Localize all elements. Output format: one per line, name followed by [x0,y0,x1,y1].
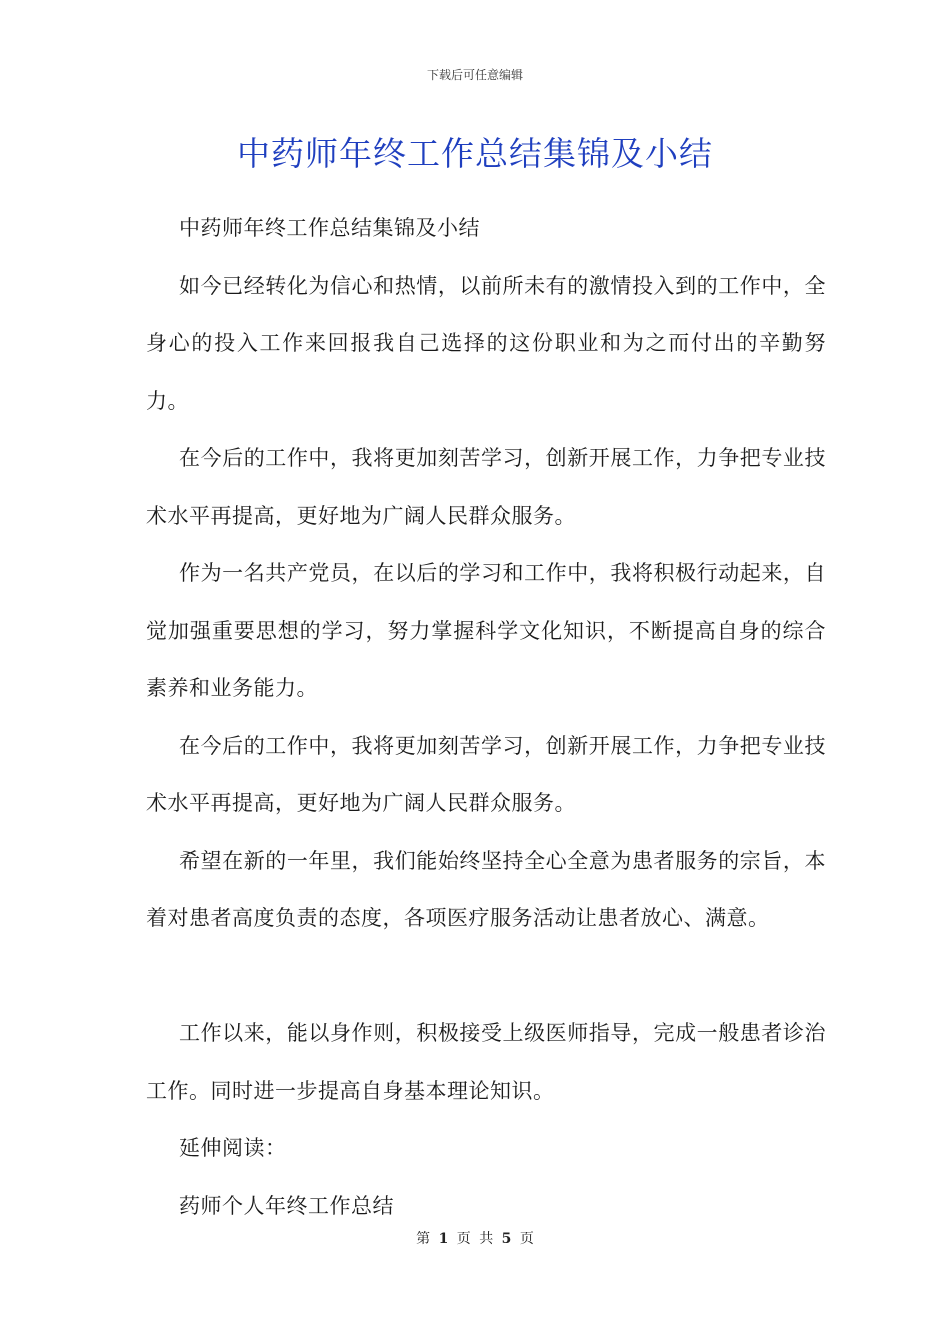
total-page-number: 5 [501,1231,512,1247]
footer-suffix: 页 [519,1231,534,1247]
paragraph: 作为一名共产党员，在以后的学习和工作中，我将积极行动起来，自觉加强重要思想的学习，努力掌握科学文化知识，不断提高自身的综合素养和业务能力。 [146,561,826,700]
header-note: 下载后可任意编辑 [426,68,523,82]
blank-line [146,948,826,1006]
document-title: 中药师年终工作总结集锦及小结 [237,134,713,173]
paragraph-subtitle: 中药师年终工作总结集锦及小结 [179,216,480,240]
document-body [146,200,826,1235]
paragraph: 在今后的工作中，我将更加刻苦学习，创新开展工作，力争把专业技术水平再提高，更好地为广阔人民群众服务。 [146,446,826,528]
current-page-number: 1 [438,1231,449,1247]
paragraph: 如今已经转化为信心和热情，以前所未有的激情投入到的工作中，全身心的投入工作来回报我自己选择的这份职业和为之而付出的辛勤努力。 [146,273,826,413]
paragraph: 希望在新的一年里，我们能始终坚持全心全意为患者服务的宗旨，本着对患者高度负责的态度，各项医疗服务活动让患者放心、满意。 [146,848,826,930]
footer-middle: 页 共 [456,1231,494,1247]
paragraph: 在今后的工作中，我将更加刻苦学习，创新开展工作，力争把专业技术水平再提高，更好地为广阔人民群众服务。 [146,733,826,815]
extended-reading-label: 延伸阅读： [179,1136,287,1160]
footer-prefix: 第 [416,1231,431,1247]
paragraph: 工作以来，能以身作则，积极接受上级医师指导，完成一般患者诊治工作。同时进一步提高自身基本理论知识。 [146,1021,826,1103]
page-footer [0,1228,950,1248]
extended-reading-link[interactable]: 药师个人年终工作总结 [179,1193,394,1218]
